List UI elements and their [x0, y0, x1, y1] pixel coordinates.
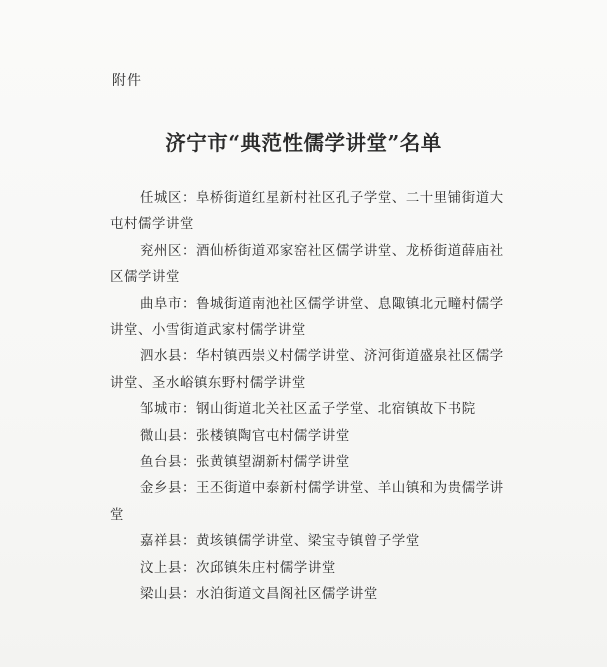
list-item-rencheng: 任城区：阜桥街道红星新村社区孔子学堂、二十里铺街道大屯村儒学讲堂 [110, 191, 504, 233]
lecture-hall-list [110, 186, 510, 609]
list-item-sishui: 泗水县：华村镇西崇义村儒学讲堂、济河街道盛泉社区儒学讲堂、圣水峪镇东野村儒学讲堂 [110, 349, 504, 391]
list-item-weishan: 微山县：张楼镇陶官屯村儒学讲堂 [140, 428, 350, 444]
list-item-wenshang: 汶上县：次邱镇朱庄村儒学讲堂 [140, 560, 336, 576]
list-item-jiaxiang: 嘉祥县：黄垓镇儒学讲堂、梁宝寺镇曾子学堂 [140, 534, 420, 550]
attachment-label: 附件 [112, 73, 142, 89]
document-title: 济宁市“典范性儒学讲堂”名单 [165, 131, 442, 155]
list-item-qufu: 曲阜市：鲁城街道南池社区儒学讲堂、息陬镇北元疃村儒学讲堂、小雪街道武家村儒学讲堂 [110, 296, 504, 339]
list-item-zoucheng: 邹城市：钢山街道北关社区孟子学堂、北宿镇故下书院 [140, 402, 476, 418]
list-item-jinxiang: 金乡县：王丕街道中泰新村儒学讲堂、羊山镇和为贵儒学讲堂 [110, 481, 504, 523]
list-item-liangshan: 梁山县：水泊街道文昌阁社区儒学讲堂 [140, 587, 378, 603]
list-item-yutai: 鱼台县：张黄镇望湖新村儒学讲堂 [140, 455, 350, 471]
list-item-yanzhou: 兖州区：酒仙桥街道邓家窑社区儒学讲堂、龙桥街道薛庙社区儒学讲堂 [110, 243, 504, 286]
